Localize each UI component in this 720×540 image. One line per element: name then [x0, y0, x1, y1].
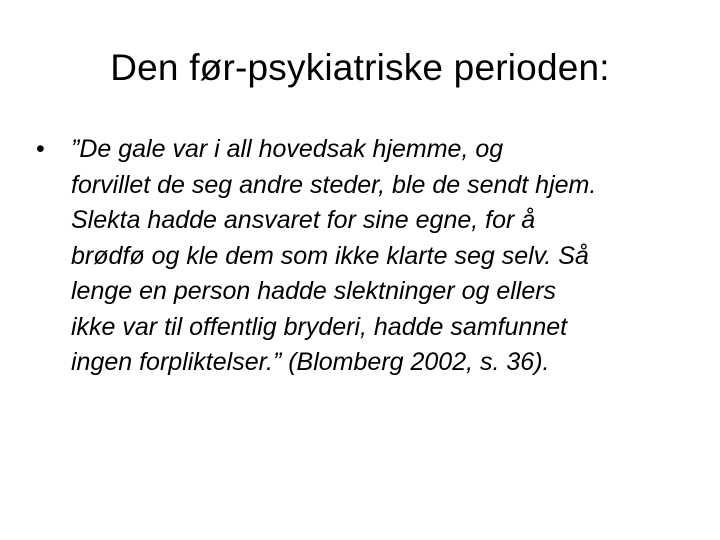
- quote-line-4: brødfø og kle dem som ikke klarte seg selv. Så: [71, 241, 589, 270]
- slide-title: Den før-psykiatriske perioden:: [110, 47, 610, 88]
- quote-line-5: lenge en person hadde slektninger og ellers: [71, 277, 557, 305]
- quote-line-6: ikke var til offentlig bryderi, hadde samfunnet: [71, 312, 568, 341]
- quote-line-1: ”De gale var i all hovedsak hjemme, og: [71, 135, 504, 163]
- bullet-item-quote: [36, 132, 696, 381]
- bullet-marker-icon: •: [36, 135, 45, 163]
- quote-line-3: Slekta hadde ansvaret for sine egne, for å: [71, 206, 536, 234]
- bullet-list: [36, 132, 696, 381]
- quote-line-7: ingen forpliktelser.” (Blomberg 2002, s. 36).: [71, 348, 550, 376]
- quote-line-2: forvillet de seg andre steder, ble de sendt hjem.: [71, 170, 597, 199]
